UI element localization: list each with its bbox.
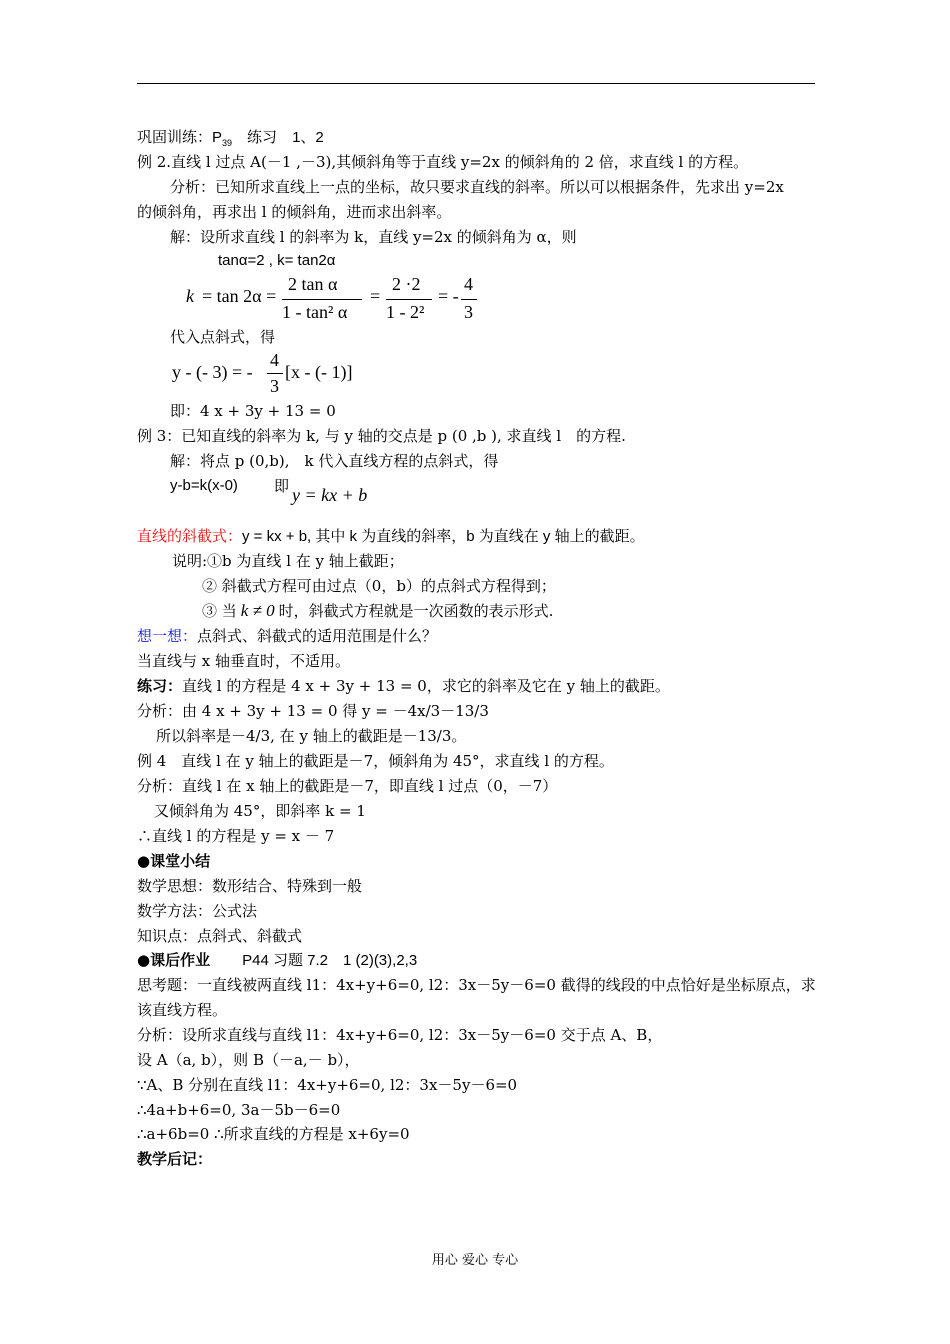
text-line-1: 巩固训练：$P_{39}$ 练习 1、2 — [137, 128, 324, 148]
text-line-13: 说明:①b 为直线 l 在 y 轴上截距； — [172, 552, 404, 570]
text-line-19: 分析：由 4 x + 3y + 13 = 0 得 y = －4x/3－13/3 — [137, 702, 489, 720]
text-line-9: 例 3：已知直线的斜率为 k, 与 y 轴的交点是 p (0 ,b ), 求直线 l 的方程. — [137, 427, 626, 445]
text-line-15: ③ 当 k ≠ 0 时，斜截式方程就是一次函数的表示形式. — [202, 601, 554, 620]
text-line-22: 分析：直线 l 在 x 轴上的截距是－7，即直线 l 过点（0，－7） — [137, 777, 558, 795]
text-line-18: 练习：直线 l 的方程是 4 x + 3y + 13 = 0，求它的斜率及它在 y 轴上的截距。 — [137, 677, 670, 695]
text-line-5: 解：设所求直线 l 的斜率为 k，直线 y=2x 的倾斜角为 α，则 — [170, 228, 577, 246]
page-footer: 用心 爱心 专心 — [431, 1253, 519, 1268]
equation-slope-intercept: y = kx + b — [292, 485, 368, 505]
text-line-2: 例 2.直线 l 过点 A(－1 ,－3),其倾斜角等于直线 y=2x 的倾斜角的 2 倍，求直线 l 的方程。 — [137, 153, 749, 171]
text-line-21: 例 4 直线 l 在 y 轴上的截距是－7，倾斜角为 45°，求直线 l 的方程。 — [137, 752, 614, 770]
text-line-32: 分析：设所求直线与直线 l1：4x+y+6=0, l2：3x－5y－6=0 交于点 A、B， — [137, 1026, 663, 1044]
text-line-11b: 即 — [274, 477, 290, 495]
text-line-16: 想一想：点斜式、斜截式的适用范围是什么？ — [137, 627, 438, 645]
section-homework: ●课后作业 — [137, 951, 211, 969]
text-line-33: 设 A（a, b），则 B（－a,－ b）， — [137, 1051, 360, 1069]
section-summary: ●课堂小结 — [137, 852, 211, 870]
text-line-14: ② 斜截式方程可由过点（0，b）的点斜式方程得到； — [202, 577, 556, 595]
text-line-28: 知识点：点斜式、斜截式 — [137, 927, 303, 945]
text-line-17: 当直线与 x 轴垂直时，不适用。 — [137, 652, 350, 670]
text-line-6: tanα=2 , k= tan2α — [218, 252, 336, 269]
equation-k-ne-0: k ≠ 0 — [240, 601, 275, 620]
text-line-3: 分析：已知所求直线上一点的坐标，故只要求直线的斜率。所以可以根据条件，先求出 y=2x — [170, 178, 784, 196]
text-line-29: ●课后作业 P44 习题 7.2 1 (2)(3),2,3 — [137, 951, 418, 969]
term-exercise: 练习： — [137, 677, 183, 695]
text-line-4: 的倾斜角，再求出 l 的倾斜角，进而求出斜率。 — [137, 203, 452, 221]
term-think: 想一想： — [137, 627, 198, 645]
text-line-27: 数学方法：公式法 — [137, 902, 258, 920]
equation-point-slope: y - (- 3) = - 4 3 [x - (- 1)] — [172, 350, 353, 396]
text-line-12: 直线的斜截式：y = kx + b, 其中 k 为直线的斜率，b 为直线在 y 轴上的截距。 — [137, 527, 645, 545]
text-line-30: 思考题：一直线被两直线 l1：4x+y+6=0, l2：3x－5y－6=0 截得的线段的中点恰好是坐标原点，求 — [137, 976, 816, 994]
text-line-7: 代入点斜式，得 — [170, 328, 276, 346]
text-line-26: 数学思想：数形结合、特殊到一般 — [137, 877, 363, 895]
text-line-10: 解：将点 p (0,b), k 代入直线方程的点斜式，得 — [170, 452, 499, 470]
text-line-20: 所以斜率是－4/3, 在 y 轴上的截距是－13/3。 — [156, 727, 467, 745]
text-line-23: 又倾斜角为 45°，即斜率 k = 1 — [154, 802, 366, 820]
header-rule — [137, 83, 815, 84]
text-line-11a: y-b=k(x-0) — [170, 477, 238, 494]
text-line-31: 该直线方程。 — [137, 1001, 228, 1019]
text-line-34: ∵A、B 分别在直线 l1：4x+y+6=0, l2：3x－5y－6=0 — [137, 1076, 518, 1094]
equation-tan2a: k = tan 2α = 2 tan α 1 - tan² α = 2 ·2 1 - 2² = - 4 3 — [186, 272, 486, 328]
text-line-37: 教学后记： — [137, 1150, 213, 1168]
text-line-36: ∴a+6b=0 ∴所求直线的方程是 x+6y=0 — [137, 1125, 410, 1143]
text-line-8: 即：4 x + 3y + 13 = 0 — [170, 402, 336, 420]
text-line-24: ∴直线 l 的方程是 y = x － 7 — [137, 827, 335, 845]
term-slope-intercept: 直线的斜截式： — [137, 527, 243, 545]
text-line-35: ∴4a+b+6=0, 3a－5b－6=0 — [137, 1101, 341, 1119]
